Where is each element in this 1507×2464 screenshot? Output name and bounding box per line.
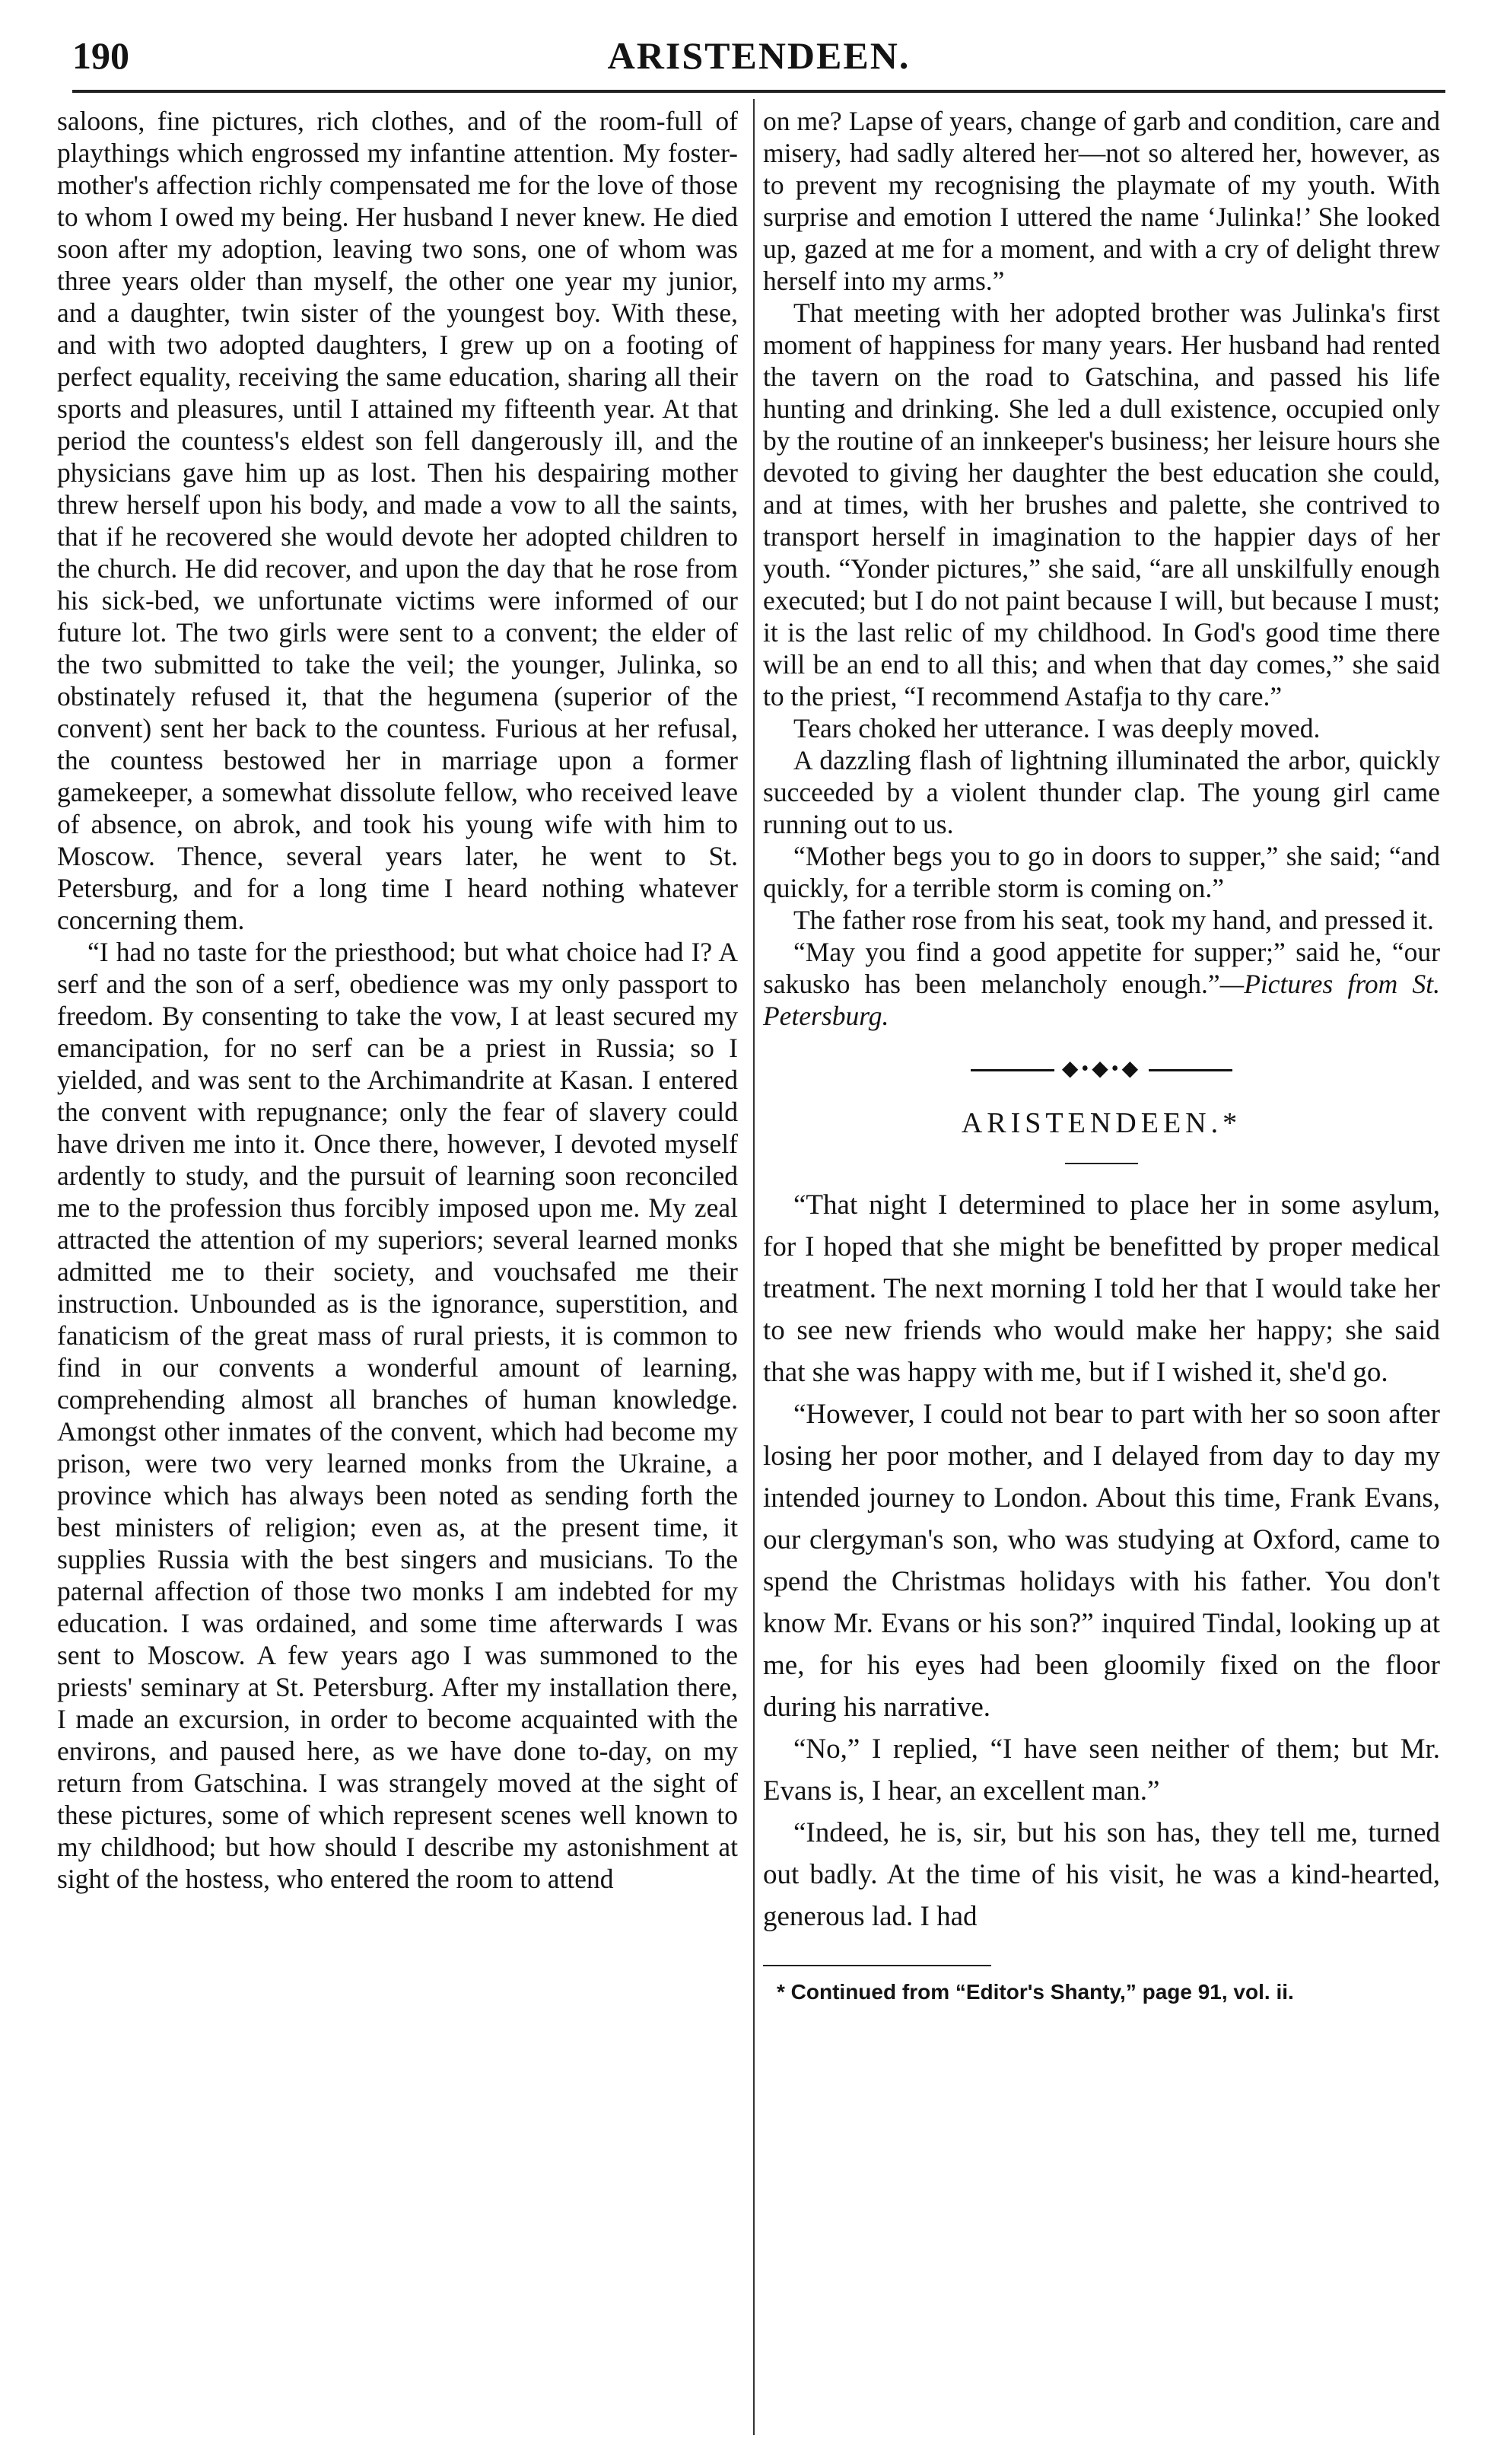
section-title: ARISTENDEEN.* <box>961 1107 1242 1139</box>
page-number: 190 <box>72 34 129 77</box>
paragraph: “However, I could not bear to part with her so soon after losing her poor mother, and I delayed from day to day my intended journey to London. About this time, Frank Evans, our clergyman's son, who was studying at Oxford, came to spend the Christmas holidays with his father. You don't know Mr. Evans or his son?” inquired Tindal, looking up at me, for his eyes had been gloomily fixed on the floor during his narrative. <box>763 1399 1440 1723</box>
ornament-line <box>1149 1069 1232 1071</box>
paragraph: “Mother begs you to go in doors to supper,” she said; “and quickly, for a terrible storm is coming on.” <box>763 841 1440 903</box>
paragraph: “Indeed, he is, sir, but his son has, they tell me, turned out badly. At the time of his visit, he was a kind-hearted, generous lad. I had <box>763 1817 1440 1932</box>
paragraph: “I had no taste for the priesthood; but what choice had I? A serf and the son of a serf, obedience was my only passport to freedom. By consenting to take the vow, I at least secured my emancipation, for no serf can be a priest in Russia; so I yielded, and was sent to the Archimandrite at Kasan. I entered the convent with repugnance; only the fear of slavery could have driven me into it. Once there, however, I devoted myself ardently to study, and the pursuit of learning soon reconciled me to the profession thus forcibly imposed upon me. My zeal attracted the attention of my superiors; several learned monks admitted me to their society, and vouchsafed me their instruction. Unbounded as is the ignorance, superstition, and fanaticism of the great mass of rural priests, it is common to find in our convents a wonderful amount of learning, comprehending almost all branches of human knowledge. Amongst other inmates of the convent, which had become my prison, were two very learned monks from the Ukraine, a province which has always been noted as sending forth the best ministers of religion; even as, at the present time, it supplies Russia with the best singers and musicians. To the paternal affection of those two monks I am indebted for my education. I was ordained, and some time afterwards I was sent to Moscow. A few years ago I was summoned to the priests' seminary at St. Petersburg. After my installation there, I made an excursion, in order to become acquainted with the environs, and paused here, as we have done to-day, on my return from Gatschina. I was strangely moved at the sight of these pictures, some of which represent scenes well known to my childhood; but how should I describe my astonishment at sight of the hostess, who entered the room to attend <box>57 937 738 1894</box>
paragraph-text: “May you find a good appetite for supper;” said he, “our sakusko has been melancholy enough.” <box>763 937 1440 999</box>
story-body <box>763 1184 1440 1937</box>
paragraph <box>763 936 1440 1032</box>
source-attribution: —Pictures from St. Petersburg. <box>763 969 1440 1031</box>
section-ornament: ◆•◆•◆ <box>763 1058 1440 1081</box>
header-rule <box>72 90 1445 93</box>
paragraph: The father rose from his seat, took my hand, and pressed it. <box>793 905 1434 935</box>
left-column <box>57 105 738 1895</box>
paragraph: on me? Lapse of years, change of garb and condition, care and misery, had sadly altered her—not so altered her, however, as to prevent my recognising the playmate of my youth. With surprise and emotion I uttered the name ‘Julinka!’ She looked up, gazed at me for a moment, and with a cry of delight threw herself into my arms.” <box>763 106 1440 296</box>
right-column <box>763 105 1440 2006</box>
paragraph: That meeting with her adopted brother was Julinka's first moment of happiness for many years. Her husband had rented the tavern on the road to Gatschina, and passed his life hunting and drinking. She led a dull existence, occupied only by the routine of an innkeeper's business; her leisure hours she devoted to giving her daughter the best education she could, and at times, with her brushes and palette, she contrived to transport herself in imagination to the happier days of her youth. “Yonder pictures,” she said, “are all unskilfully enough executed; but I do not paint because I will, but because I must; it is the last relic of my childhood. In God's good time there will be an end to all this; and when that day comes,” she said to the priest, “I recommend Astafja to thy care.” <box>763 298 1440 712</box>
ornament-line <box>971 1069 1054 1071</box>
title-rule <box>1065 1163 1138 1164</box>
column-divider <box>753 99 755 2435</box>
footnote-rule <box>763 1965 991 1966</box>
footnote: * Continued from “Editor's Shanty,” page 91, vol. ii. <box>777 1980 1294 2004</box>
paragraph: “No,” I replied, “I have seen neither of them; but Mr. Evans is, I hear, an excellent man.” <box>763 1733 1440 1807</box>
running-head <box>72 29 1445 82</box>
running-title: ARISTENDEEN. <box>607 34 911 77</box>
paragraph: A dazzling flash of lightning illuminated the arbor, quickly succeeded by a violent thunder clap. The young girl came running out to us. <box>763 745 1440 839</box>
paragraph: Tears choked her utterance. I was deeply moved. <box>793 713 1321 743</box>
paragraph: “That night I determined to place her in some asylum, for I hoped that she might be benefitted by proper medical treatment. The next morning I told her that I would take her to see new friends who would make her happy; she said that she was happy with me, but if I wished it, she'd go. <box>763 1189 1440 1388</box>
paragraph: saloons, fine pictures, rich clothes, and of the room-full of playthings which engrossed my infantine attention. My foster-mother's affection richly compensated me for the love of those to whom I owed my being. Her husband I never knew. He died soon after my adoption, leaving two sons, one of whom was three years older than myself, the other one year my junior, and a daughter, twin sister of the youngest boy. With these, and with two adopted daughters, I grew up on a footing of perfect equality, receiving the same education, sharing all their sports and pleasures, until I attained my fifteenth year. At that period the countess's eldest son fell dangerously ill, and the physicians gave him up as lost. Then his despairing mother threw herself upon his body, and made a vow to all the saints, that if he recovered she would devote her adopted children to the church. He did recover, and upon the day that he rose from his sick-bed, we unfortunate victims were informed of our future lot. The two girls were sent to a convent; the elder of the two submitted to take the veil; the younger, Julinka, so obstinately refused it, that the hegumena (superior of the convent) sent her back to the countess. Furious at her refusal, the countess bestowed her in marriage upon a former gamekeeper, a somewhat dissolute fellow, who received leave of absence, on abrok, and took his young wife with him to Moscow. Thence, several years later, he went to St. Petersburg, and for a long time I heard nothing whatever concerning them. <box>57 106 738 935</box>
